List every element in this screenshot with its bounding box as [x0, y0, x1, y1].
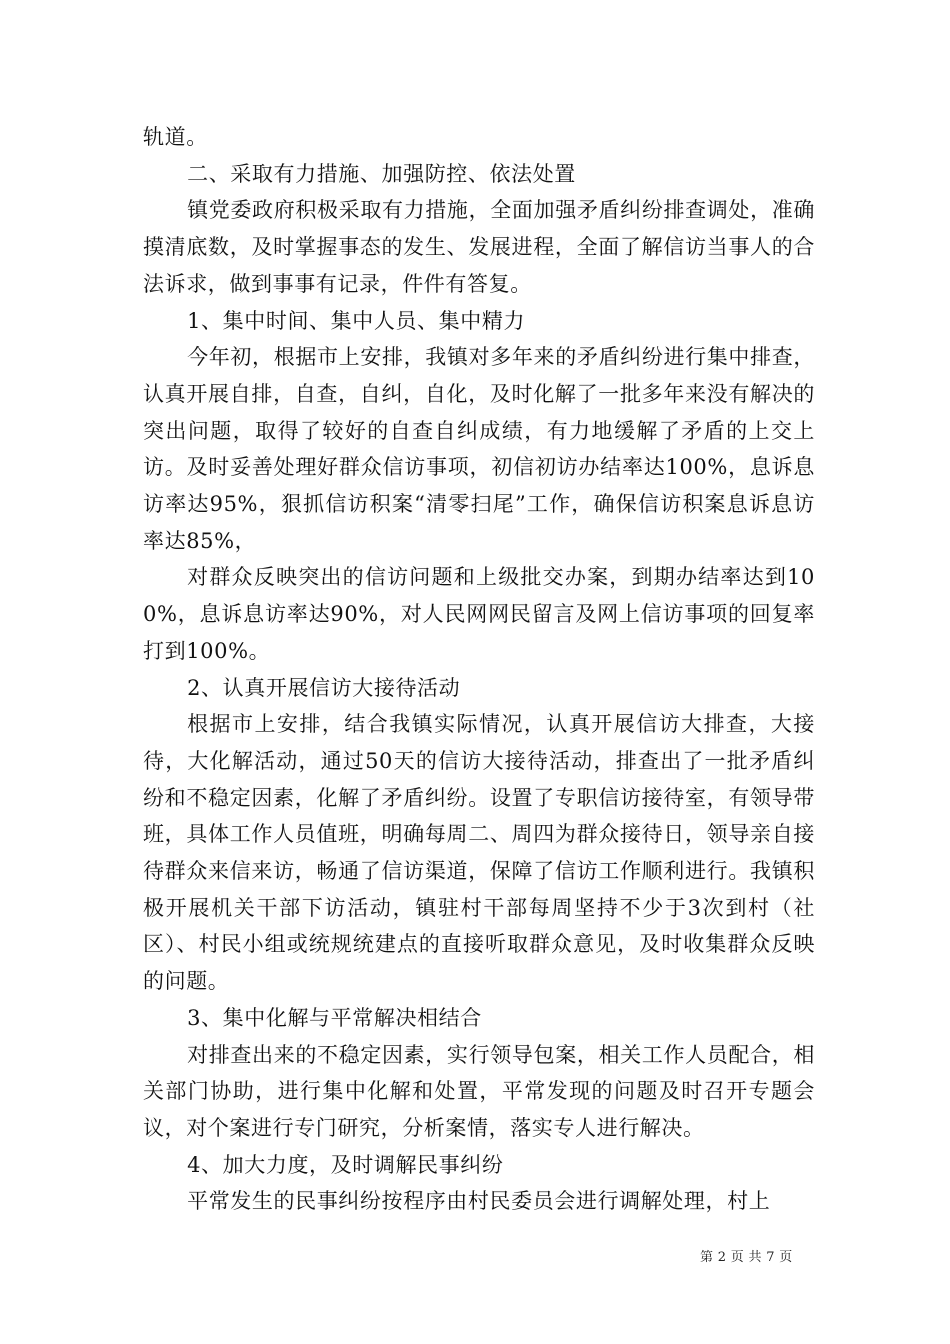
subheading-3: 3、集中化解与平常解决相结合	[187, 1005, 482, 1030]
subheading-4: 4、加大力度，及时调解民事纠纷	[187, 1152, 504, 1177]
document-body	[143, 119, 815, 1220]
section-heading-2: 二、采取有力措施、加强防控、依法处置	[187, 161, 576, 186]
paragraph-2: 镇党委政府积极采取有力措施，全面加强矛盾纠纷排查调处，准确摸清底数，及时掌握事态的发生、发展进程，全面了解信访当事人的合法诉求，做到事事有记录，件件有答复。	[143, 198, 815, 296]
paragraph-0: 轨道。	[143, 125, 208, 149]
paragraph-11: 平常发生的民事纠纷按程序由村民委员会进行调解处理，村上	[187, 1189, 771, 1214]
paragraph-4: 今年初，根据市上安排，我镇对多年来的矛盾纠纷进行集中排查，认真开展自排，自查，自纠，自化，及时化解了一批多年来没有解决的突出问题，取得了较好的自查自纠成绩，有力地缓解了矛盾的上交上访。及时妥善处理好群众信访事项，初信初访办结率达100%，息诉息访率达95%，狠抓信访积案“清零扫尾”工作，确保信访积案息诉息访率达85%，	[143, 345, 815, 553]
subheading-2: 2、认真开展信访大接待活动	[187, 675, 461, 700]
page-number-footer: 第 2 页 共 7 页	[700, 1250, 793, 1265]
subheading-1: 1、集中时间、集中人员、集中精力	[187, 308, 526, 333]
paragraph-5: 对群众反映突出的信访问题和上级批交办案，到期办结率达到100%，息诉息访率达90%，对人民网网民留言及网上信访事项的回复率打到100%。	[143, 565, 815, 663]
paragraph-7: 根据市上安排，结合我镇实际情况，认真开展信访大排查，大接待，大化解活动，通过50天的信访大接待活动，排查出了一批矛盾纠纷和不稳定因素，化解了矛盾纠纷。设置了专职信访接待室，有领导带班，具体工作人员值班，明确每周二、周四为群众接待日，领导亲自接待群众来信来访，畅通了信访渠道，保障了信访工作顺利进行。我镇积极开展机关干部下访活动，镇驻村干部每周坚持不少于3次到村（社区）、村民小组或统规统建点的直接听取群众意见，及时收集群众反映的问题。	[143, 712, 815, 994]
paragraph-9: 对排查出来的不稳定因素，实行领导包案，相关工作人员配合，相关部门协助，进行集中化解和处置，平常发现的问题及时召开专题会议，对个案进行专门研究，分析案情，落实专人进行解决。	[143, 1042, 815, 1140]
